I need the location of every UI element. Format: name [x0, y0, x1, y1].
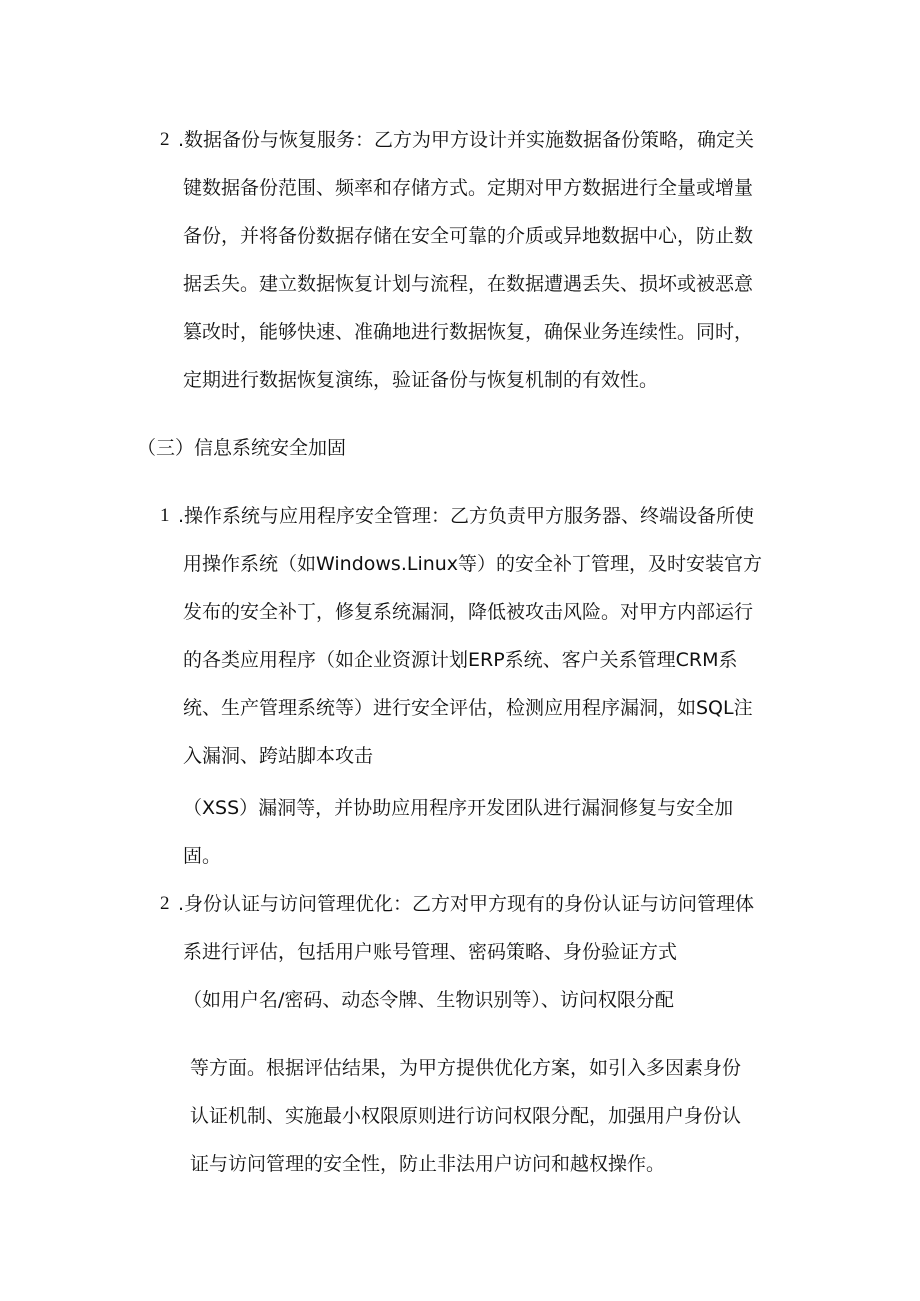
list-number: 2: [160, 893, 170, 914]
paragraph-line: 等方面。根据评估结果，为甲方提供优化方案，如引入多因素身份: [190, 1057, 742, 1079]
list-number: 1: [160, 505, 170, 526]
paragraph-line: .数据备份与恢复服务：乙方为甲方设计并实施数据备份策略，确定关: [178, 129, 755, 151]
paragraph-line: （XSS）漏洞等，并协助应用程序开发团队进行漏洞修复与安全加: [183, 797, 734, 819]
section-heading: （三）信息系统安全加固: [137, 437, 347, 459]
paragraph-line: （如用户名/密码、动态令牌、生物识别等）、访问权限分配: [183, 989, 674, 1011]
paragraph-line: .操作系统与应用程序安全管理：乙方负责甲方服务器、终端设备所使: [178, 505, 755, 527]
paragraph-line: 系进行评估，包括用户账号管理、密码策略、身份验证方式: [183, 941, 678, 963]
list-number: 2: [160, 129, 170, 150]
paragraph-line: 证与访问管理的安全性，防止非法用户访问和越权操作。: [190, 1153, 666, 1175]
paragraph-line: 备份，并将备份数据存储在安全可靠的介质或异地数据中心，防止数: [183, 225, 754, 247]
paragraph-line: 统、生产管理系统等）进行安全评估，检测应用程序漏洞，如SQL注: [183, 697, 753, 719]
paragraph-line: 据丢失。建立数据恢复计划与流程，在数据遭遇丢失、损坏或被恶意: [183, 273, 754, 295]
paragraph-line: 篡改时，能够快速、准确地进行数据恢复，确保业务连续性。同时，: [183, 321, 754, 343]
paragraph-line: 认证机制、实施最小权限原则进行访问权限分配，加强用户身份认: [190, 1105, 742, 1127]
paragraph-line: 用操作系统（如Windows.Linux等）的安全补丁管理，及时安装官方: [183, 553, 763, 575]
paragraph-line: 的各类应用程序（如企业资源计划ERP系统、客户关系管理CRM系: [183, 649, 738, 671]
paragraph-line: 发布的安全补丁，修复系统漏洞，降低被攻击风险。对甲方内部运行: [183, 601, 754, 623]
paragraph-line: 键数据备份范围、频率和存储方式。定期对甲方数据进行全量或增量: [183, 177, 754, 199]
paragraph-line: 固。: [183, 845, 222, 867]
paragraph-line: 定期进行数据恢复演练，验证备份与恢复机制的有效性。: [183, 369, 659, 391]
paragraph-line: 入漏洞、跨站脚本攻击: [183, 745, 374, 767]
paragraph-line: .身份认证与访问管理优化：乙方对甲方现有的身份认证与访问管理体: [178, 893, 755, 915]
